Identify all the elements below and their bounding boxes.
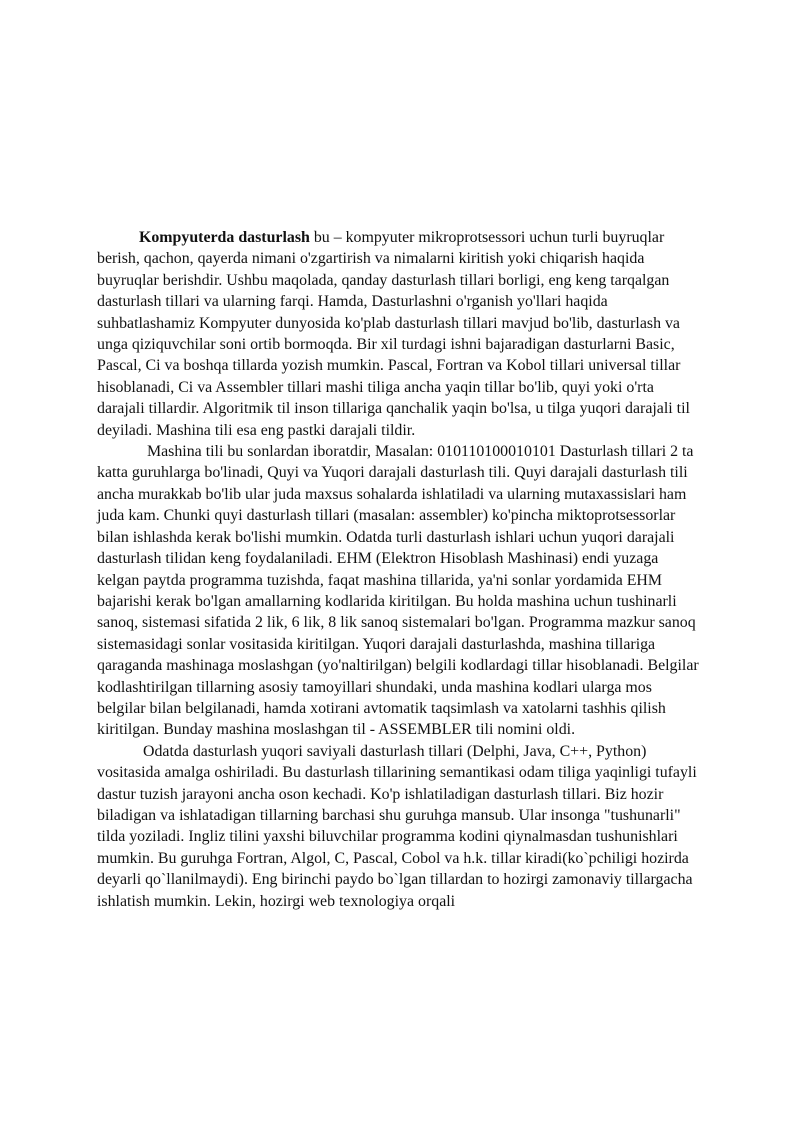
intro-text: bu – kompyuter mikroprotsessori uchun turli buyruqlar berish, qachon, qayerda nimani o'zgartirish va nimalarni kiritish yoki chiqarish haqida buyruqlar berishdir. Ushbu maqolada, qanday dasturlash tillari borligi, eng keng tarqalgan dasturlash tillari va ularning farqi. Hamda, Dasturlashni o'rganish yo'llari haqida suhbatlashamiz Kompyuter dunyosida ko'plab dasturlash tillari mavjud bo'lib, dasturlash va unga qiziquvchilar soni ortib bormoqda. Bir xil turdagi ishni bajaradigan dasturlarni Basic, Pascal, Ci va boshqa tillarda yozish mumkin. Pascal, Fortran va Kobol tillari universal tillar hisoblanadi, Ci va Assembler tillari mashi tiliga ancha yaqin tillar bo'lib, quyi yoki o'rta darajali tillardir. Algoritmik til inson tillariga qanchalik yaqin bo'lsa, u tilga yuqori darajali til deyiladi. Mashina tili esa eng pastki darajali tildir.: [97, 229, 690, 439]
document-body: [97, 227, 703, 912]
paragraph-intro: [97, 227, 703, 441]
paragraph-machine-language: Mashina tili bu sonlardan iboratdir, Masalan: 010110100010101 Dasturlash tillari 2 ta katta guruhlarga bo'linadi, Quyi va Yuqori darajali dasturlash tili. Quyi darajali dasturlash tili ancha murakkab bo'lib ular juda maxsus sohalarda ishlatiladi va ularning mutaxassislari ham juda kam. Chunki quyi dasturlash tillari (masalan: assembler) ko'pincha miktoprotsessorlar bilan ishlashda kerak bo'lishi mumkin. Odatda turli dasturlash ishlari uchun yuqori darajali dasturlash tilidan keng foydalaniladi. EHM (Elektron Hisoblash Mashinasi) endi yuzaga kelgan paytda programma tuzishda, faqat mashina tillarida, ya'ni sonlar yordamida EHM bajarishi kerak bo'lgan amallarning kodlarida kiritilgan. Bu holda mashina uchun tushinarli sanoq, sistemasi sifatida 2 lik, 6 lik, 8 lik sanoq sistemalari bo'lgan. Programma mazkur sanoq sistemasidagi sonlar vositasida kiritilgan. Yuqori darajali dasturlashda, mashina tillariga qaraganda mashinaga moslashgan (yo'naltirilgan) belgili kodlardagi tillar hisoblanadi. Belgilar kodlashtirilgan tillarning asosiy tamoyillari shundaki, unda mashina kodlari ularga mos belgilar bilan belgilanadi, hamda xotirani avtomatik taqsimlash va xatolarni tashhis qilish kiritilgan. Bunday mashina moslashgan til - ASSEMBLER tili nomini oldi.: [97, 443, 699, 739]
intro-lead-term: Kompyuterda dasturlash: [139, 229, 310, 246]
paragraph-high-level-languages: Odatda dasturlash yuqori saviyali dasturlash tillari (Delphi, Java, C++, Python) vositasida amalga oshiriladi. Bu dasturlash tillarining semantikasi odam tiliga yaqinligi tufayli dastur tuzish jarayoni ancha oson kechadi. Ko'p ishlatiladigan dasturlash tillari. Biz hozir biladigan va ishlatadigan tillarning barchasi shu guruhga mansub. Ular insonga "tushunarli" tilda yoziladi. Ingliz tilini yaxshi biluvchilar programma kodini qiynalmasdan tushunishlari mumkin. Bu guruhga Fortran, Algol, C, Pascal, Cobol va h.k. tillar kiradi(ko`pchiligi hozirda deyarli qo`llanilmaydi). Eng birinchi paydo bo`lgan tillardan to hozirgi zamonaviy tillargacha ishlatish mumkin. Lekin, hozirgi web texnologiya orqali: [97, 742, 697, 910]
